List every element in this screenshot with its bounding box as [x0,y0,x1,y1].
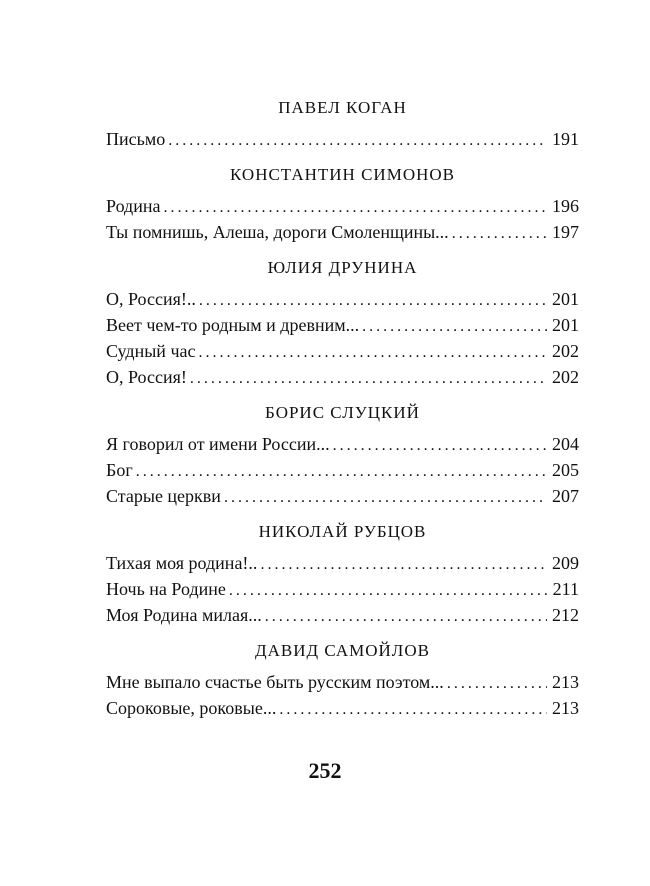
entry-page-number: 204 [552,434,579,454]
entry-title: Я говорил от имени России... [106,434,330,454]
entry-title: Судный час [106,341,196,361]
toc-entry [106,602,579,628]
entry-title: О, Россия! [106,367,187,387]
entry-title: Бог [106,460,133,480]
entry-title: Письмо [106,129,166,149]
toc-section [106,96,579,152]
toc-entry [106,457,579,483]
toc-entry [106,695,579,721]
table-of-contents [106,96,579,721]
toc-entry [106,126,579,152]
entry-title: Веет чем-то родным и древним... [106,315,360,335]
entry-page-number: 191 [552,129,579,149]
dot-leader [447,671,547,697]
author-heading: ДАВИД САМОЙЛОВ [255,641,430,660]
dot-leader [279,697,547,723]
entry-page-number: 197 [552,222,579,242]
toc-entry [106,219,579,245]
toc-entry [106,550,579,576]
entry-title: Ночь на Родине [106,579,226,599]
toc-section [106,639,579,721]
toc-entry [106,669,579,695]
toc-section [106,520,579,628]
entry-title: Старые церкви [106,486,221,506]
entry-title: Мне выпало счастье быть русским поэтом... [106,672,444,692]
toc-entry [106,286,579,312]
author-heading: БОРИС СЛУЦКИЙ [265,403,420,422]
author-heading: ПАВЕЛ КОГАН [278,98,407,117]
toc-section [106,256,579,390]
entry-title: Моя Родина милая... [106,605,262,625]
entry-page-number: 205 [552,460,579,480]
dot-leader [163,195,547,221]
toc-entry [106,312,579,338]
dot-leader [452,221,547,247]
entry-page-number: 213 [552,672,579,692]
dot-leader [224,485,547,511]
dot-leader [229,578,548,604]
toc-entry [106,576,579,602]
toc-entry [106,364,579,390]
dot-leader [333,433,547,459]
entry-page-number: 209 [552,553,579,573]
page-number: 252 [308,758,342,783]
dot-leader [199,288,547,314]
dot-leader [265,604,547,630]
dot-leader [260,552,547,578]
entry-page-number: 202 [552,341,579,361]
dot-leader [136,459,547,485]
entry-page-number: 196 [552,196,579,216]
entry-page-number: 201 [552,315,579,335]
entry-page-number: 201 [552,289,579,309]
dot-leader [168,128,547,154]
toc-section [106,401,579,509]
toc-section [106,163,579,245]
entry-title: Тихая моя родина!.. [106,553,258,573]
entry-page-number: 211 [552,579,579,599]
dot-leader [190,366,547,392]
dot-leader [198,340,547,366]
entry-page-number: 212 [552,605,579,625]
toc-entry [106,483,579,509]
toc-entry [106,338,579,364]
entry-page-number: 202 [552,367,579,387]
entry-title: Сороковые, роковые... [106,698,277,718]
author-heading: ЮЛИЯ ДРУНИНА [267,258,418,277]
author-heading: КОНСТАНТИН СИМОНОВ [230,165,455,184]
entry-page-number: 213 [552,698,579,718]
entry-title: Ты помнишь, Алеша, дороги Смоленщины... [106,222,449,242]
entry-title: О, Россия!.. [106,289,196,309]
entry-page-number: 207 [552,486,579,506]
dot-leader [362,314,547,340]
toc-entry [106,431,579,457]
author-heading: НИКОЛАЙ РУБЦОВ [258,522,427,541]
entry-title: Родина [106,196,161,216]
toc-entry [106,193,579,219]
